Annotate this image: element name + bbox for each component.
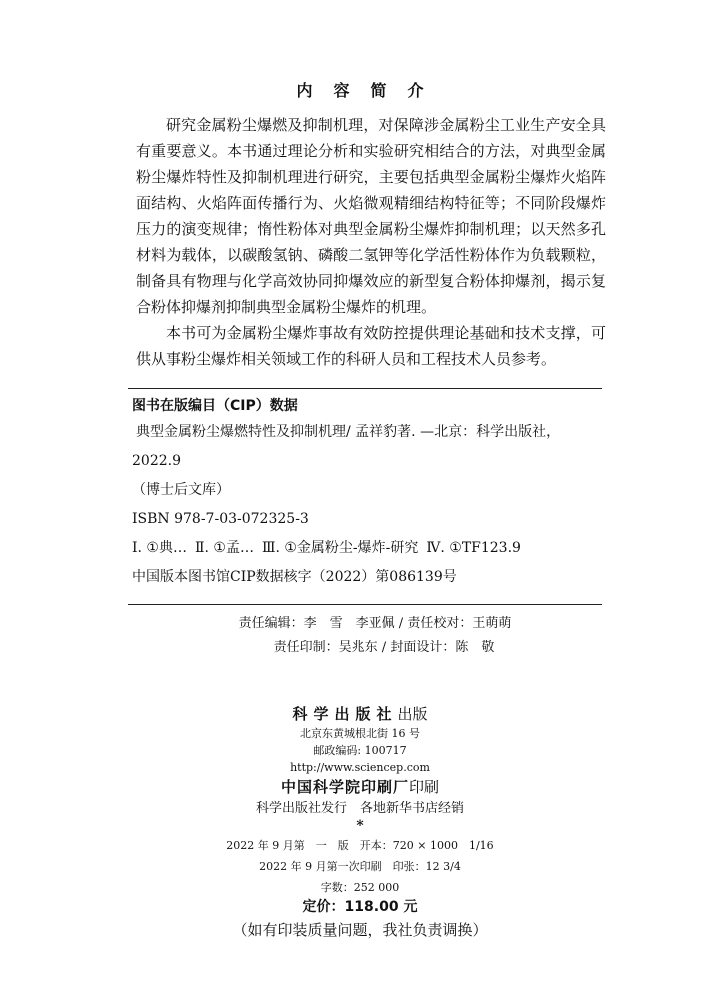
- credits-production: 责任印制：吴兆东 / 封面设计：陈 敬: [273, 640, 495, 655]
- publisher-website: http://www.sciencep.com: [290, 761, 430, 774]
- cip-record-line: 典型金属粉尘爆燃特性及抑制机理/ 孟祥豹著. —北京：科学出版社，: [136, 424, 561, 440]
- publisher-role: 出版: [397, 705, 428, 723]
- classification-item: Ⅲ. ①金属粉尘-爆炸-研究: [261, 540, 419, 556]
- summary-paragraph: 本书可为金属粉尘爆炸事故有效防控提供理论基础和技术支撑，可供从事粉尘爆炸相关领域工作的科研人员和工程技术人员参考。: [136, 324, 606, 368]
- classification-item: Ⅱ. ①孟…: [194, 540, 254, 556]
- price: 定价：118.00 元: [302, 899, 418, 915]
- cip-record-date: 2022.9: [132, 453, 181, 469]
- publisher-name: 科学出版社: [292, 705, 398, 723]
- publisher-block: [0, 703, 720, 942]
- printer-line: [0, 776, 720, 798]
- publisher-line: [0, 703, 720, 725]
- cip-heading: 图书在版编目（CIP）数据: [132, 398, 298, 414]
- cip-bottom-rule: [128, 604, 602, 605]
- cip-isbn: ISBN 978-7-03-072325-3: [132, 511, 309, 527]
- editorial-credits: [0, 612, 720, 660]
- credits-editors: 责任编辑：李 雪 李亚佩 / 责任校对：王萌萌: [238, 616, 512, 631]
- classification-item: Ⅳ. ①TF123.9: [426, 540, 521, 556]
- quality-note: （如有印装质量问题，我社负责调换）: [232, 921, 488, 939]
- printer-name: 中国科学院印刷厂: [280, 778, 409, 796]
- word-count: 字数：252 000: [320, 881, 400, 894]
- page-title: 内容简介: [296, 81, 445, 100]
- printing-info: 2022 年 9 月第一次印刷 印张：12 3/4: [259, 860, 461, 873]
- distribution: 科学出版社发行 各地新华书店经销: [255, 801, 464, 816]
- book-summary: [136, 112, 606, 372]
- cip-series: （博士后文库）: [132, 482, 230, 498]
- publisher-address: 北京东黄城根北街 16 号: [300, 727, 420, 740]
- publisher-postcode: 邮政编码: 100717: [313, 744, 407, 757]
- summary-paragraph: 研究金属粉尘爆燃及抑制机理，对保障涉金属粉尘工业生产安全具有重要意义。本书通过理论分析和实验研究相结合的方法，对典型金属粉尘爆炸特性及抑制机理进行研究，主要包括典型金属粉尘爆炸火焰阵面结构、火焰阵面传播行为、火焰微观精细结构特征等；不同阶段爆炸压力的演变规律；惰性粉体对典型金属粉尘爆炸抑制机理；以天然多孔材料为载体，以碳酸氢钠、磷酸二氢钾等化学活性粉体作为负载颗粒，制备具有物理与化学高效协同抑爆效应的新型复合粉体抑爆剂，揭示复合粉体抑爆剂抑制典型金属粉尘爆炸的机理。: [136, 116, 606, 316]
- cip-block: [132, 396, 602, 587]
- classification-item: Ⅰ. ①典…: [132, 540, 187, 556]
- cip-classification: [132, 538, 602, 558]
- separator-star: *: [356, 818, 364, 834]
- edition-info: 2022 年 9 月第 一 版 开本：720 × 1000 1/16: [226, 839, 494, 852]
- printer-role: 印刷: [409, 778, 440, 796]
- cip-number: 中国版本图书馆CIP数据核字（2022）第086139号: [132, 569, 457, 585]
- cip-top-rule: [128, 388, 602, 389]
